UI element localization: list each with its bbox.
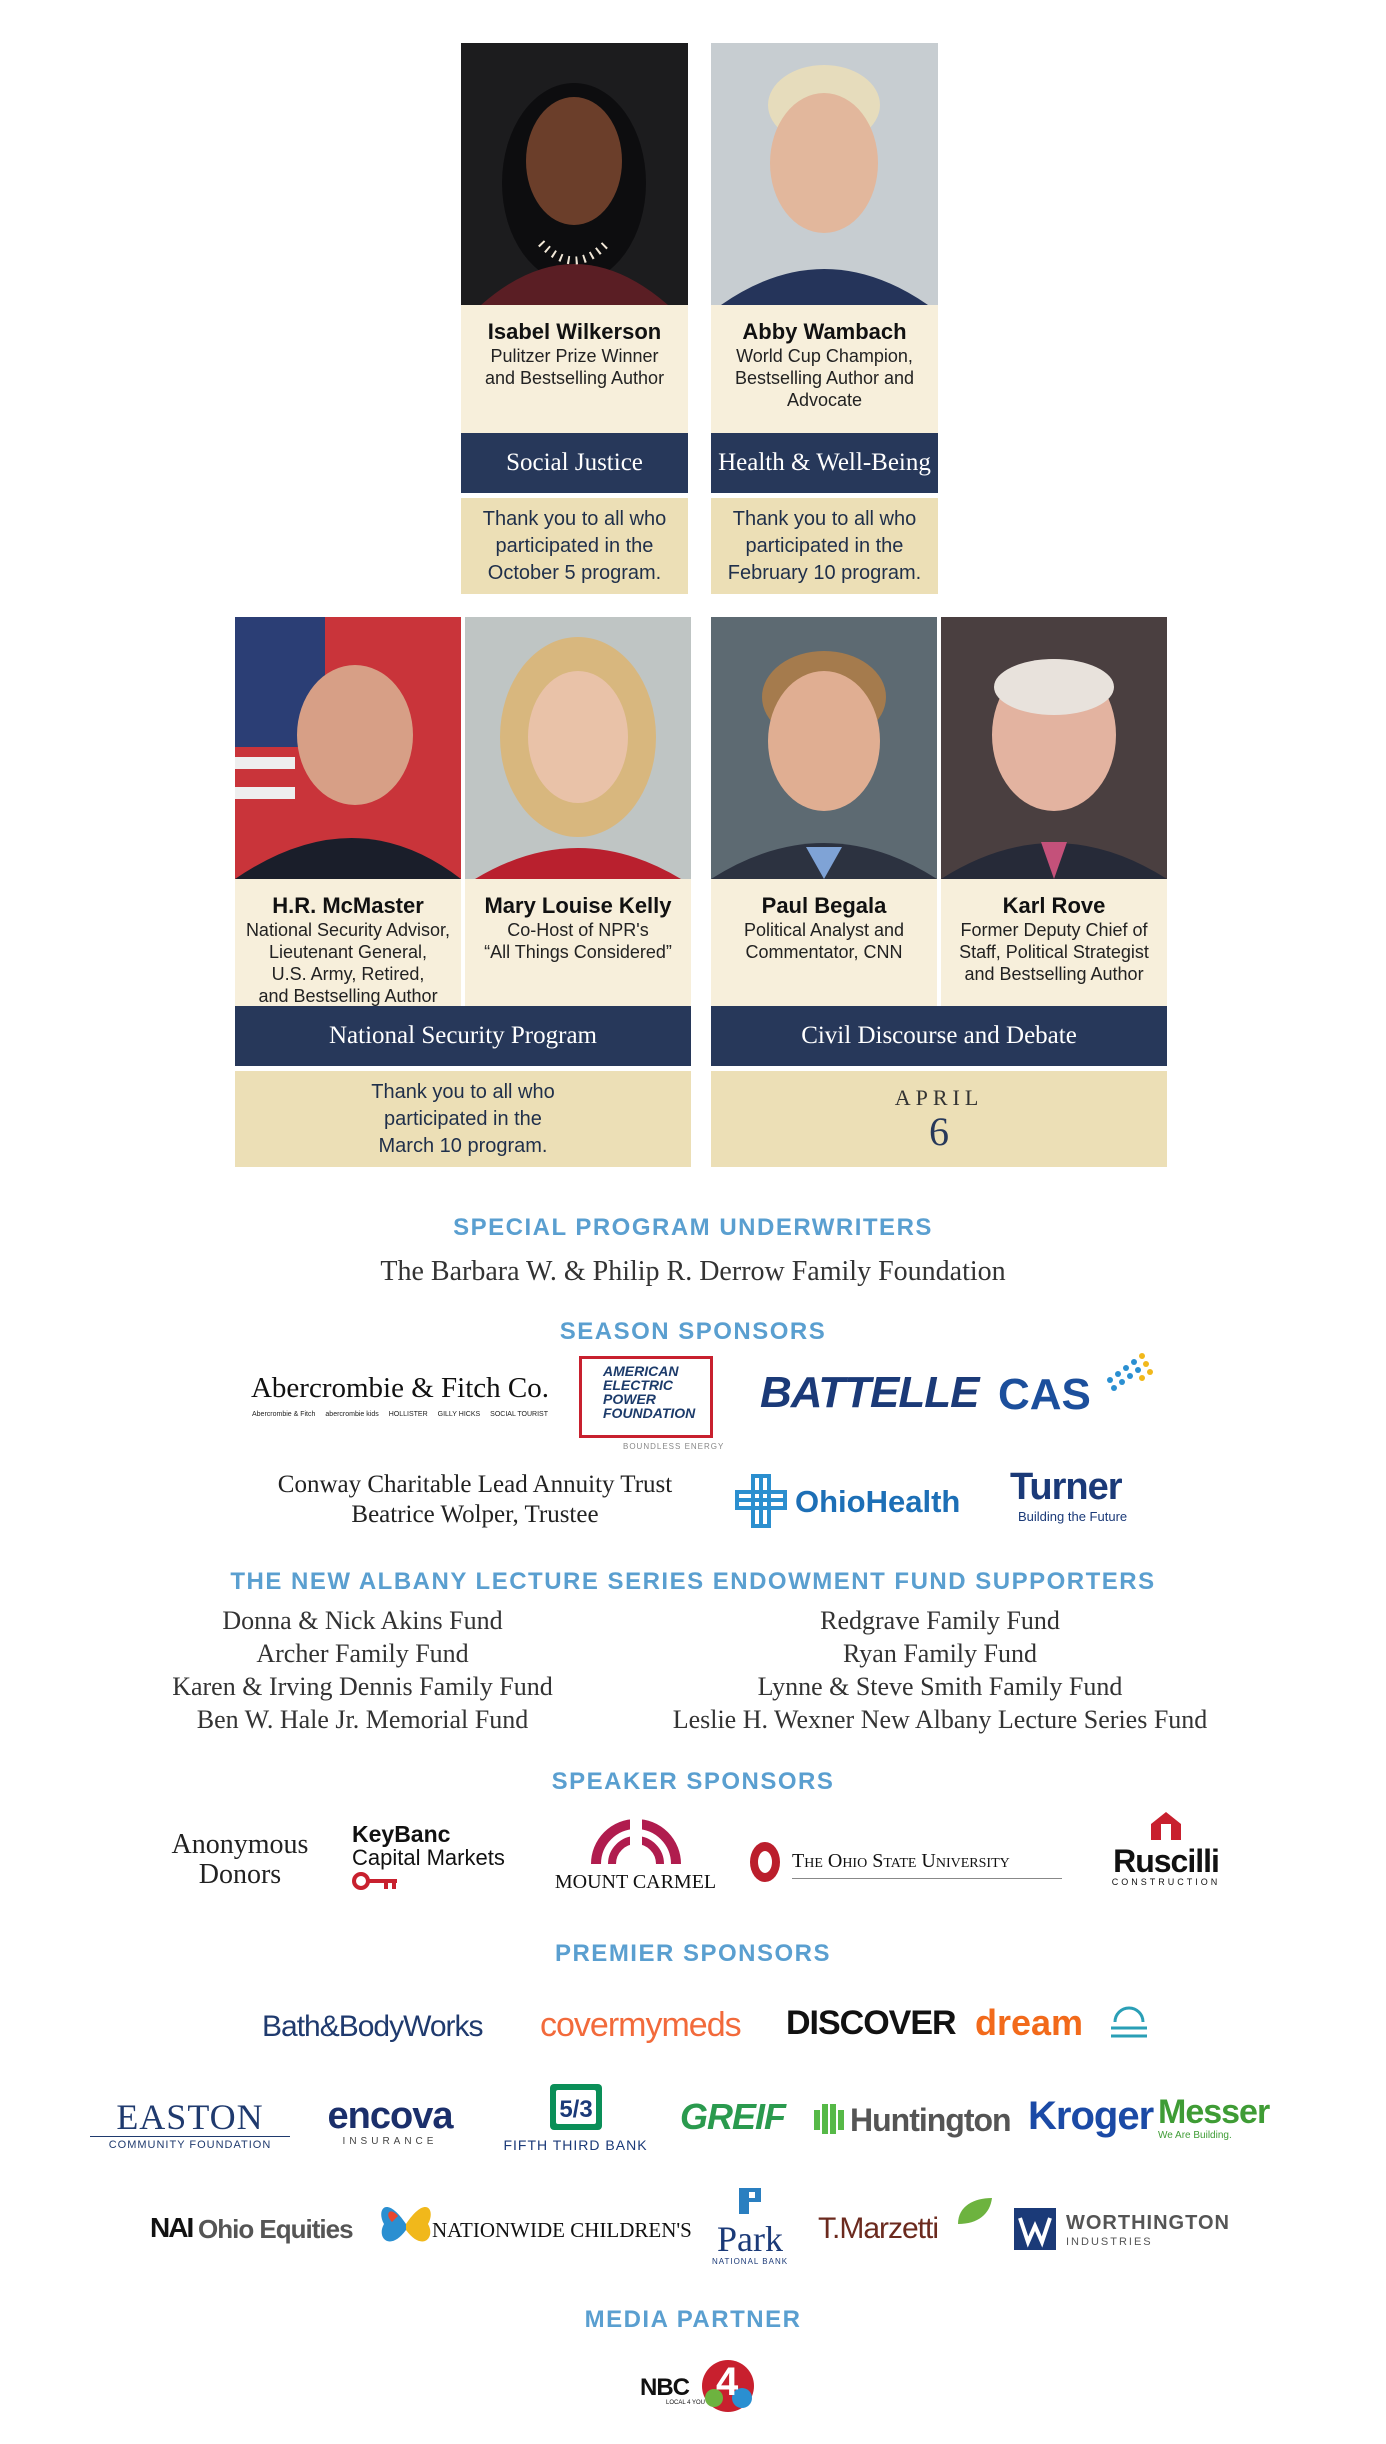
dream-logo — [975, 2002, 1155, 2046]
aep-line: ELECTRIC — [603, 1377, 673, 1393]
section-heading-season-sponsors: SEASON SPONSORS — [559, 1318, 827, 1345]
dream-house-icon — [1109, 2006, 1149, 2040]
discover-logo: DISCOVER — [786, 2004, 956, 2042]
osu-wordmark: The Ohio State University — [792, 1850, 1010, 1872]
abercrombie-logo — [240, 1372, 560, 1418]
messer-logo — [1158, 2094, 1298, 2141]
fund-name: Ben W. Hale Jr. Memorial Fund — [196, 1705, 529, 1734]
park-sub: NATIONAL BANK — [711, 2257, 789, 2266]
worthington-sub: INDUSTRIES — [1066, 2236, 1153, 2248]
note-line: February 10 program. — [727, 561, 922, 584]
huntington-mark-icon — [812, 2102, 846, 2136]
anon-line: Donors — [198, 1859, 282, 1890]
cas-dots-icon — [1100, 1350, 1156, 1400]
kroger-logo: Kroger — [1028, 2094, 1154, 2138]
speaker-desc-line: U.S. Army, Retired, — [271, 964, 425, 984]
speaker-name: Abby Wambach — [742, 319, 907, 344]
underwriter-name: The Barbara W. & Philip R. Derrow Family Foundation — [380, 1256, 1006, 1287]
conway-trust — [240, 1470, 710, 1530]
anon-line: Anonymous — [171, 1829, 309, 1860]
speaker-photo-isabel-wilkerson — [461, 43, 688, 305]
keybanc-line: KeyBanc — [352, 1821, 451, 1847]
worthington-logo — [1014, 2208, 1244, 2252]
huntington-wordmark: Huntington — [850, 2102, 1011, 2138]
greif-logo: GREIF — [680, 2096, 786, 2137]
section-heading-endowment: THE NEW ALBANY LECTURE SERIES ENDOWMENT FUND SUPPORTERS — [230, 1568, 1156, 1595]
park-mark-icon — [735, 2186, 765, 2216]
fifth-third-logo — [488, 2082, 663, 2153]
note-line: Thank you to all who — [732, 507, 917, 530]
section-heading-premier-sponsors: PREMIER SPONSORS — [554, 1940, 832, 1967]
leaf-icon — [954, 2196, 994, 2226]
note-line: March 10 program. — [378, 1134, 548, 1157]
speaker-card-isabel-wilkerson — [461, 305, 688, 433]
park-wordmark: Park — [717, 2219, 783, 2259]
speaker-desc-line: World Cup Champion, — [736, 346, 913, 366]
nationwide-childrens-logo — [376, 2190, 696, 2266]
note-line: participated in the — [384, 1107, 542, 1130]
fund-name: Archer Family Fund — [256, 1639, 469, 1668]
brand-label: SOCIAL TOURIST — [490, 1411, 549, 1418]
speaker-card-karl-rove — [941, 879, 1167, 1006]
fund-name: Lynne & Steve Smith Family Fund — [757, 1672, 1123, 1701]
speaker-desc-line: Lieutenant General, — [268, 942, 428, 962]
conway-line: Conway Charitable Lead Annuity Trust — [277, 1471, 673, 1498]
program-day: 6 — [929, 1109, 949, 1154]
program-note — [711, 498, 938, 594]
nbc-channel-number: 4 — [716, 2360, 739, 2404]
aep-line: POWER — [603, 1391, 656, 1407]
messer-wordmark: Messer — [1158, 2093, 1270, 2131]
aep-line: AMERICAN — [603, 1363, 679, 1379]
speaker-desc-line: National Security Advisor, — [245, 920, 451, 940]
note-line: Thank you to all who — [371, 1080, 555, 1103]
encova-sub: INSURANCE — [342, 2136, 438, 2147]
fund-name: Leslie H. Wexner New Albany Lecture Series Fund — [672, 1705, 1208, 1734]
speaker-name: Isabel Wilkerson — [487, 319, 662, 344]
battelle-logo: BATTELLE — [760, 1368, 979, 1417]
nai-wordmark: Ohio Equities — [198, 2214, 353, 2244]
encova-wordmark: encova — [327, 2095, 453, 2137]
speaker-name: Karl Rove — [1002, 893, 1106, 918]
nbc-wordmark: NBC — [640, 2374, 689, 2401]
mount-carmel-wordmark: MOUNT CARMEL — [554, 1871, 717, 1893]
section-heading-underwriters: SPECIAL PROGRAM UNDERWRITERS — [453, 1214, 933, 1241]
nai-ohio-equities-logo — [150, 2210, 360, 2250]
turner-wordmark: Turner — [1010, 1466, 1122, 1508]
fifth-third-wordmark: FIFTH THIRD BANK — [503, 2137, 648, 2153]
osu-block-o-icon — [748, 1840, 782, 1884]
aep-tagline: BOUNDLESS ENERGY — [623, 1442, 725, 1451]
ohiohealth-logo — [735, 1474, 985, 1530]
speaker-desc-line: Advocate — [786, 390, 863, 410]
speaker-photo-karl-rove — [941, 617, 1167, 879]
bath-body-works-logo: Bath&BodyWorks — [262, 2010, 483, 2043]
endowment-list-left — [140, 1604, 585, 1736]
program-month: APRIL — [894, 1085, 984, 1110]
key-icon — [352, 1872, 402, 1890]
cas-wordmark: CAS — [998, 1370, 1091, 1419]
note-line: Thank you to all who — [482, 507, 667, 530]
program-topic-social-justice: Social Justice — [461, 433, 688, 493]
speaker-desc-line: and Bestselling Author — [484, 368, 665, 388]
conway-line: Beatrice Wolper, Trustee — [351, 1501, 599, 1528]
program-topic-health: Health & Well-Being — [711, 433, 938, 493]
ohiohealth-cross-icon — [735, 1474, 787, 1528]
speaker-desc-line: and Bestselling Author — [964, 964, 1144, 984]
brand-label: Abercrombie & Fitch — [251, 1411, 316, 1418]
fifth-third-mark-icon — [548, 2082, 604, 2132]
ruscilli-logo — [1096, 1810, 1236, 1894]
speaker-desc-line: and Bestselling Author — [258, 986, 438, 1006]
section-heading-speaker-sponsors: SPEAKER SPONSORS — [551, 1768, 835, 1795]
speaker-desc-line: Co-Host of NPR's — [507, 920, 649, 940]
huntington-logo — [812, 2098, 1012, 2142]
speaker-desc-line: Staff, Political Strategist — [959, 942, 1149, 962]
marzetti-wordmark: T.Marzetti — [818, 2212, 939, 2245]
program-topic-national-security: National Security Program — [235, 1006, 691, 1066]
note-line: participated in the — [745, 534, 904, 557]
brand-label: GILLY HICKS — [437, 1411, 481, 1418]
note-line: October 5 program. — [487, 561, 662, 584]
keybanc-logo — [352, 1822, 522, 1894]
speaker-desc-line: Political Analyst and — [743, 920, 905, 940]
speaker-desc-line: Bestselling Author and — [734, 368, 915, 388]
speaker-desc-line: Former Deputy Chief of — [960, 920, 1148, 940]
easton-wordmark: EASTON — [116, 2097, 264, 2137]
endowment-list-right — [640, 1604, 1240, 1736]
speaker-card-mary-louise-kelly — [465, 879, 691, 1006]
nbc4-logo — [636, 2358, 766, 2414]
speaker-card-abby-wambach — [711, 305, 938, 433]
keybanc-line: Capital Markets — [352, 1845, 505, 1870]
aep-foundation-logo — [575, 1356, 725, 1456]
program-topic-civil-discourse: Civil Discourse and Debate — [711, 1006, 1167, 1066]
messer-sub: We Are Building. — [1158, 2130, 1232, 2141]
worthington-wordmark: WORTHINGTON — [1066, 2212, 1230, 2234]
program-date — [711, 1071, 1167, 1167]
speaker-photo-hr-mcmaster — [235, 617, 461, 879]
anonymous-donors — [150, 1830, 330, 1890]
speaker-name: Mary Louise Kelly — [484, 893, 672, 918]
speaker-desc-line: Commentator, CNN — [745, 942, 903, 962]
ruscilli-wordmark: Ruscilli — [1113, 1843, 1219, 1879]
worthington-mark-icon — [1014, 2208, 1056, 2250]
dream-wordmark: dream — [975, 2002, 1084, 2043]
speaker-photo-abby-wambach — [711, 43, 938, 305]
t-marzetti-logo — [818, 2196, 998, 2256]
speaker-photo-paul-begala — [711, 617, 937, 879]
mount-carmel-logo — [548, 1814, 723, 1894]
covermymeds-logo: covermymeds — [540, 2006, 741, 2044]
speaker-desc-line: Pulitzer Prize Winner — [490, 346, 659, 366]
cas-logo — [998, 1368, 1158, 1428]
abercrombie-wordmark: Abercrombie & Fitch Co. — [250, 1372, 549, 1404]
nai-mark: NAI — [150, 2212, 193, 2243]
brand-label: abercrombie kids — [325, 1411, 379, 1418]
easton-foundation-logo — [90, 2098, 290, 2151]
fund-name: Ryan Family Fund — [843, 1639, 1037, 1668]
speaker-card-paul-begala — [711, 879, 937, 1006]
fund-name: Donna & Nick Akins Fund — [222, 1606, 503, 1635]
park-national-bank-logo — [704, 2186, 796, 2266]
encova-logo — [305, 2096, 475, 2147]
turner-logo — [1010, 1466, 1170, 1524]
turner-tagline: Building the Future — [1018, 1509, 1128, 1524]
butterfly-icon — [376, 2190, 436, 2260]
easton-sub: COMMUNITY FOUNDATION — [90, 2136, 290, 2151]
speaker-card-hr-mcmaster — [235, 879, 461, 1006]
note-line: participated in the — [495, 534, 654, 557]
osu-logo — [748, 1840, 1068, 1884]
section-heading-media-partner: MEDIA PARTNER — [584, 2306, 802, 2333]
speaker-name: H.R. McMaster — [272, 893, 424, 918]
nationwide-wordmark: NATIONWIDE CHILDREN'S — [432, 2218, 692, 2242]
speaker-desc-line: “All Things Considered” — [484, 942, 672, 962]
nbc-sub: LOCAL 4 YOU — [666, 2400, 706, 2406]
svg-text:5/3: 5/3 — [558, 2096, 593, 2123]
fund-name: Redgrave Family Fund — [820, 1606, 1060, 1635]
speaker-name: Paul Begala — [761, 893, 887, 918]
fund-name: Karen & Irving Dennis Family Fund — [172, 1672, 553, 1701]
speaker-photo-mary-louise-kelly — [465, 617, 691, 879]
ruscilli-tagline: CONSTRUCTION — [1111, 1877, 1221, 1887]
aep-line: FOUNDATION — [603, 1405, 696, 1421]
program-note — [461, 498, 688, 594]
ohiohealth-wordmark: OhioHealth — [795, 1484, 961, 1519]
program-note — [235, 1071, 691, 1167]
brand-label: HOLLISTER — [388, 1411, 428, 1418]
ruscilli-house-icon — [1149, 1810, 1183, 1840]
mount-carmel-arch-icon — [586, 1814, 686, 1866]
